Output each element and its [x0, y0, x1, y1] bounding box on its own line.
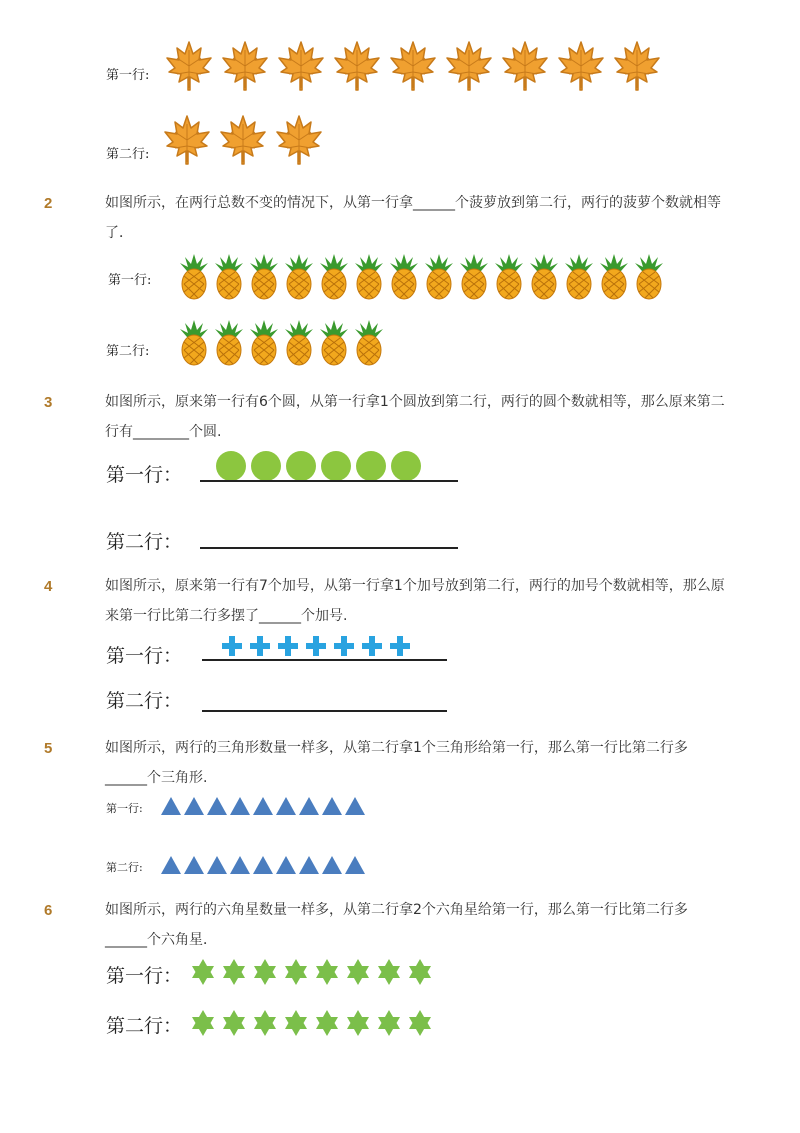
pineapple-icon: [318, 318, 350, 366]
triangle-icon: [160, 855, 182, 875]
q6-row1-label: 第一行：: [106, 965, 183, 987]
maple-leaf-icon: [275, 40, 327, 92]
triangle-icon: [344, 796, 366, 816]
q3-row2-line: [200, 547, 458, 549]
pineapple-icon: [528, 252, 560, 300]
pineapple-icon: [178, 252, 210, 300]
q3-row1-circles: [215, 450, 425, 482]
maple-leaf-icon: [217, 114, 269, 166]
circle-icon: [250, 450, 282, 482]
question-2-text: 如图所示，在两行总数不变的情况下，从第一行拿______个菠萝放到第二行，两行的菠萝个数就相等了．: [105, 195, 721, 241]
triangle-icon: [229, 796, 251, 816]
six-point-star-icon: [282, 958, 310, 986]
pineapple-icon: [283, 252, 315, 300]
triangle-icon: [344, 855, 366, 875]
triangle-icon: [229, 855, 251, 875]
triangle-icon: [252, 855, 274, 875]
q5-row2-triangles: [160, 855, 367, 875]
triangle-icon: [275, 796, 297, 816]
triangle-icon: [252, 796, 274, 816]
question-number-3: 3: [44, 394, 53, 411]
pineapple-icon: [353, 252, 385, 300]
six-point-star-icon: [344, 958, 372, 986]
triangle-icon: [321, 796, 343, 816]
maple-leaf-icon: [611, 40, 663, 92]
pineapple-icon: [598, 252, 630, 300]
q5-row1-triangles: [160, 796, 367, 816]
plus-icon: [304, 634, 328, 658]
six-point-star-icon: [406, 1009, 434, 1037]
circle-icon: [355, 450, 387, 482]
six-point-star-icon: [189, 1009, 217, 1037]
maple-leaf-icon: [331, 40, 383, 92]
plus-icon: [276, 634, 300, 658]
pineapple-icon: [633, 252, 665, 300]
q6-row1-stars: [189, 958, 437, 986]
q2-row2-label: 第二行:: [106, 344, 150, 359]
q3-row1-line: [200, 480, 458, 482]
pineapple-icon: [493, 252, 525, 300]
pineapple-icon: [248, 252, 280, 300]
six-point-star-icon: [220, 958, 248, 986]
triangle-icon: [160, 796, 182, 816]
q1-row2-leaves: [161, 114, 329, 166]
q6-row2-label: 第二行：: [106, 1015, 183, 1037]
maple-leaf-icon: [443, 40, 495, 92]
question-6-text: 如图所示，两行的六角星数量一样多，从第二行拿2个六角星给第一行，那么第一行比第二行多______个六角星．: [105, 902, 688, 948]
q2-row1-label: 第一行:: [108, 273, 152, 288]
question-number-2: 2: [44, 195, 53, 212]
q4-row2-line: [202, 710, 447, 712]
six-point-star-icon: [220, 1009, 248, 1037]
pineapple-icon: [213, 318, 245, 366]
pineapple-icon: [423, 252, 455, 300]
six-point-star-icon: [251, 958, 279, 986]
plus-icon: [220, 634, 244, 658]
q6-row2-stars: [189, 1009, 437, 1037]
plus-icon: [332, 634, 356, 658]
pineapple-icon: [563, 252, 595, 300]
maple-leaf-icon: [555, 40, 607, 92]
maple-leaf-icon: [163, 40, 215, 92]
question-number-5: 5: [44, 740, 53, 757]
triangle-icon: [183, 796, 205, 816]
plus-icon: [360, 634, 384, 658]
q4-row1-plus-signs: [220, 634, 416, 658]
q5-row2-label: 第二行:: [106, 861, 143, 874]
q3-row2-label: 第二行：: [106, 531, 183, 553]
q2-row2-pineapples: [178, 318, 388, 366]
six-point-star-icon: [375, 958, 403, 986]
pineapple-icon: [353, 318, 385, 366]
maple-leaf-icon: [219, 40, 271, 92]
triangle-icon: [298, 796, 320, 816]
maple-leaf-icon: [387, 40, 439, 92]
six-point-star-icon: [313, 958, 341, 986]
six-point-star-icon: [251, 1009, 279, 1037]
triangle-icon: [275, 855, 297, 875]
triangle-icon: [206, 855, 228, 875]
q3-row1-label: 第一行：: [106, 464, 183, 486]
circle-icon: [320, 450, 352, 482]
six-point-star-icon: [344, 1009, 372, 1037]
circle-icon: [390, 450, 422, 482]
q1-row1-leaves: [163, 40, 667, 92]
q1-row2-label: 第二行:: [106, 147, 150, 162]
question-4-text: 如图所示，原来第一行有7个加号，从第一行拿1个加号放到第二行，两行的加号个数就相等，那么原来第一行比第二行多摆了______个加号.: [105, 578, 725, 624]
question-number-6: 6: [44, 902, 53, 919]
plus-icon: [388, 634, 412, 658]
circle-icon: [215, 450, 247, 482]
six-point-star-icon: [375, 1009, 403, 1037]
question-number-4: 4: [44, 578, 53, 595]
question-3-text: 如图所示，原来第一行有6个圆，从第一行拿1个圆放到第二行，两行的圆个数就相等，那么原来第二行有________个圆.: [105, 394, 725, 440]
triangle-icon: [206, 796, 228, 816]
maple-leaf-icon: [273, 114, 325, 166]
pineapple-icon: [248, 318, 280, 366]
maple-leaf-icon: [499, 40, 551, 92]
pineapple-icon: [388, 252, 420, 300]
q4-row1-label: 第一行：: [106, 645, 183, 667]
question-5-text: 如图所示，两行的三角形数量一样多，从第二行拿1个三角形给第一行，那么第一行比第二行多______个三角形.: [105, 740, 688, 786]
pineapple-icon: [458, 252, 490, 300]
circle-icon: [285, 450, 317, 482]
q4-row1-line: [202, 659, 447, 661]
pineapple-icon: [213, 252, 245, 300]
q4-row2-label: 第二行：: [106, 690, 183, 712]
triangle-icon: [183, 855, 205, 875]
q1-row1-label: 第一行:: [106, 68, 150, 83]
pineapple-icon: [318, 252, 350, 300]
pineapple-icon: [283, 318, 315, 366]
six-point-star-icon: [282, 1009, 310, 1037]
q5-row1-label: 第一行:: [106, 802, 143, 815]
six-point-star-icon: [406, 958, 434, 986]
six-point-star-icon: [189, 958, 217, 986]
q2-row1-pineapples: [178, 252, 668, 300]
pineapple-icon: [178, 318, 210, 366]
six-point-star-icon: [313, 1009, 341, 1037]
plus-icon: [248, 634, 272, 658]
triangle-icon: [321, 855, 343, 875]
maple-leaf-icon: [161, 114, 213, 166]
triangle-icon: [298, 855, 320, 875]
